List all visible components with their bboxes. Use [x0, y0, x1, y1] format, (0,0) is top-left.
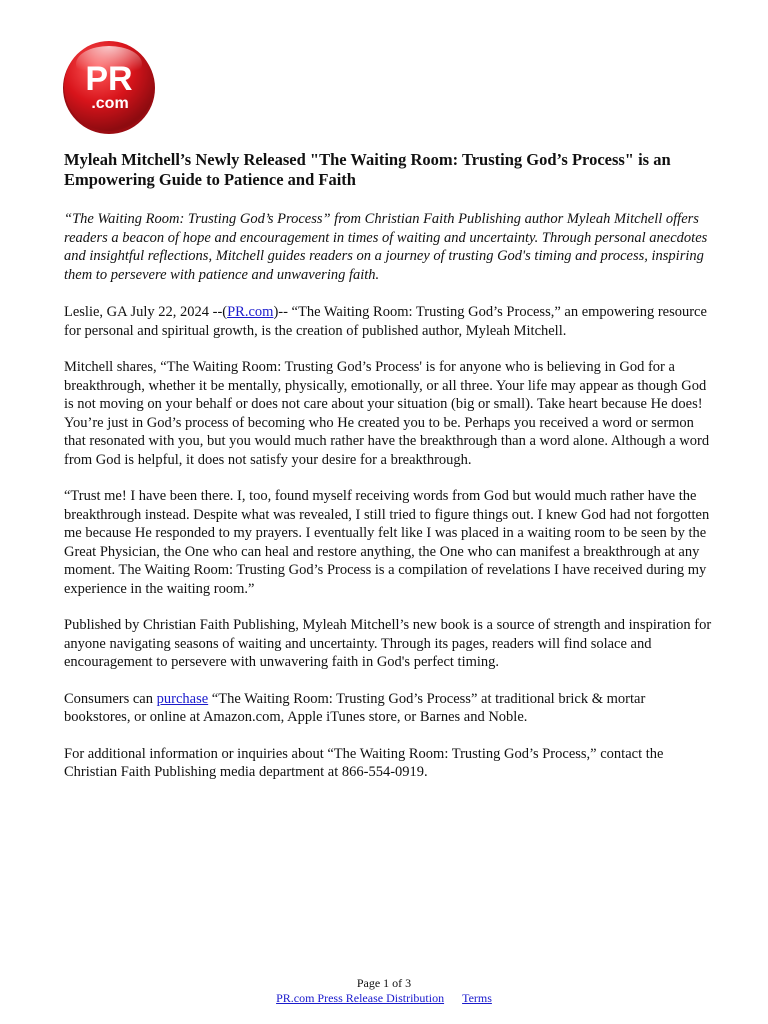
- pr-com-link[interactable]: PR.com: [227, 304, 274, 320]
- pr-com-logo: [60, 38, 158, 136]
- contact-paragraph: For additional information or inquiries about “The Waiting Room: Trusting God’s Process,” contact the Christian Faith Publishing media department at 866-554-0919.: [64, 745, 664, 780]
- body-paragraph-2: Mitchell shares, “The Waiting Room: Trusting God’s Process' is for anyone who is believing in God for a breakthrough, whether it be mentally, physically, emotionally, or all three. Your life may appear as though God is not moving on your behalf or does not care about your situation (big or small). Take heart because He does! You’re just in God’s process of becoming who He created you to be. Perhaps you received a word or sermon that resonated with you, but you would much rather have the breakthrough than a word alone. Although a word from God is helpful, it does not satisfy your desire for a breakthrough.: [64, 359, 710, 468]
- terms-link[interactable]: Terms: [462, 991, 492, 1005]
- purchase-paragraph: [64, 690, 712, 727]
- pr-com-logo-badge-icon: [60, 38, 158, 136]
- page-footer: [0, 976, 768, 1006]
- purchase-suffix: “The Waiting Room: Trusting God’s Process” at traditional brick & mortar bookstores, or online at Amazon.com, Apple iTunes store, or Barnes and Noble.: [64, 690, 646, 725]
- page-number: Page 1 of 3: [356, 976, 412, 990]
- headline: Myleah Mitchell’s Newly Released "The Waiting Room: Trusting God’s Process" is an Empowering Guide to Patience and Faith: [64, 150, 671, 189]
- logo-text-sub: .com: [91, 95, 129, 112]
- dateline-prefix: Leslie, GA July 22, 2024 --(: [64, 304, 228, 320]
- logo-text-main: PR: [85, 60, 133, 98]
- summary: “The Waiting Room: Trusting God’s Process” from Christian Faith Publishing author Myleah Mitchell offers readers a beacon of hope and encouragement in times of waiting and uncertainty. Through personal anecdotes and insightful reflections, Mitchell guides readers on a journey of trusting God's timing and process, inspiring them to persevere with patience and unwavering faith.: [64, 211, 708, 283]
- dateline-paragraph: [64, 303, 712, 340]
- footer-links: [0, 991, 768, 1006]
- dateline-suffix: )-- “The Waiting Room: Trusting God’s Process,” an empowering resource for personal and spiritual growth, is the creation of published author, Myleah Mitchell.: [64, 304, 707, 339]
- body-paragraph-4: Published by Christian Faith Publishing, Myleah Mitchell’s new book is a source of strength and inspiration for anyone navigating seasons of waiting and uncertainty. Through its pages, readers will find solace and encouragement to persevere with unwavering faith in God's perfect timing.: [64, 617, 712, 670]
- purchase-prefix: Consumers can: [64, 690, 157, 707]
- purchase-link[interactable]: purchase: [156, 690, 209, 707]
- body-paragraph-3: “Trust me! I have been there. I, too, found myself receiving words from God but would much rather have the breakthrough instead. Despite what was revealed, I still tried to figure things out. I knew God had not forgotten me because He responded to my prayers. I eventually felt like I was placed in a waiting room to be seen by the Great Physician, the One who can heal and restore anything, the One who can manifest a breakthrough at any moment. The Waiting Room: Trusting God’s Process is a compilation of revelations I have received during my experience in the waiting room.”: [64, 488, 710, 597]
- press-release-distribution-link[interactable]: PR.com Press Release Distribution: [276, 991, 445, 1005]
- press-release-article: [64, 150, 712, 800]
